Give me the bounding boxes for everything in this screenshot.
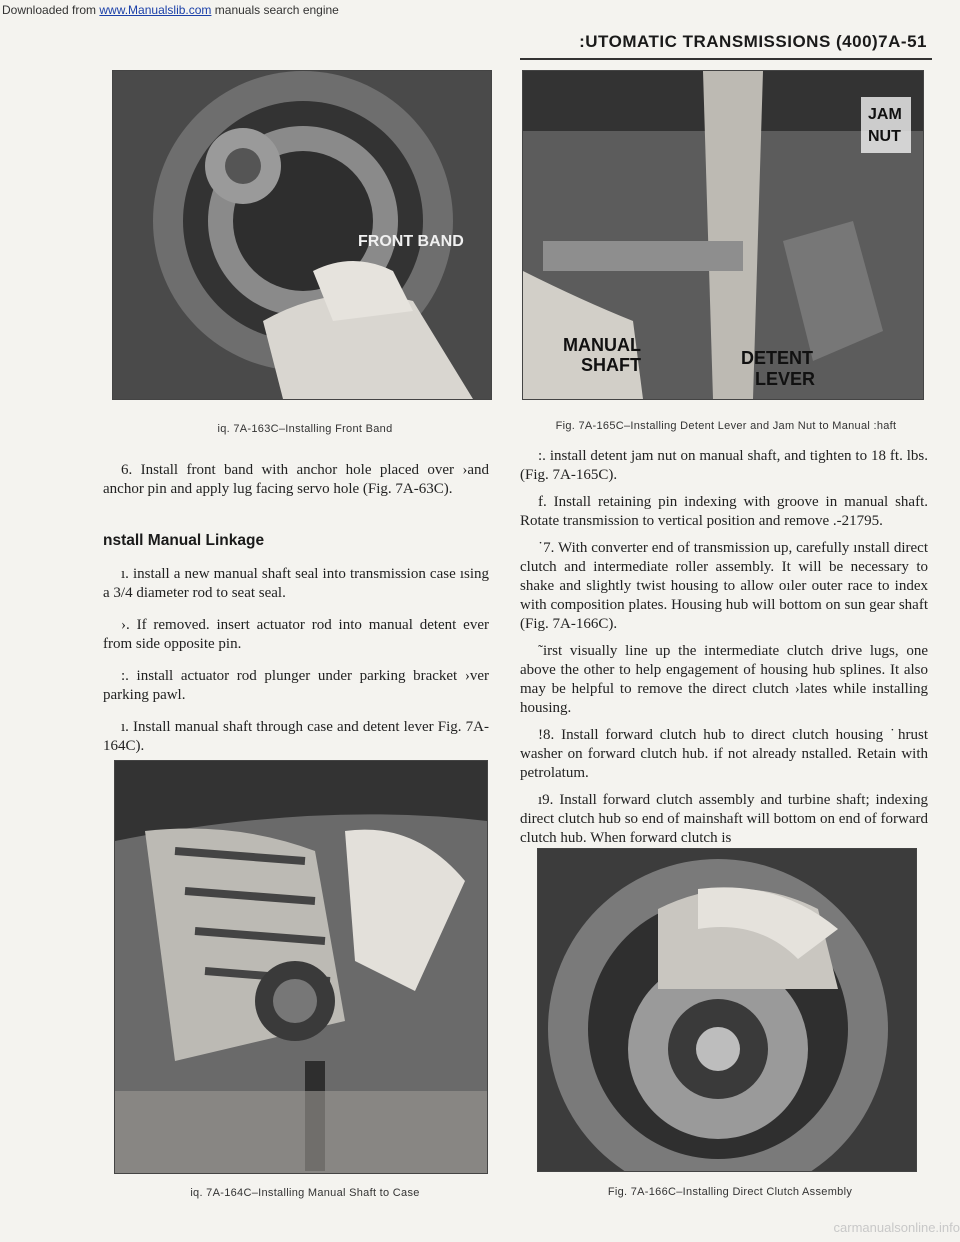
front-band-label: FRONT BAND (358, 233, 464, 250)
watermark: carmanualsonline.info (833, 1220, 960, 1235)
banner-suffix: manuals search engine (211, 3, 339, 17)
nut-label: NUT (868, 128, 901, 145)
manualslib-link[interactable]: www.Manualslib.com (99, 3, 212, 17)
figure-164-caption: iq. 7A-164C–Installing Manual Shaft to Case (190, 1187, 420, 1199)
figure-166-caption: Fig. 7A-166C–Installing Direct Clutch Assembly (607, 1186, 853, 1198)
figure-front-band-photo (112, 70, 492, 400)
figure-165-caption: Fig. 7A-165C–Installing Detent Lever and Jam Nut to Manual :haft (555, 420, 897, 432)
figure-direct-clutch-photo (537, 848, 917, 1172)
figure-163-caption: iq. 7A-163C–Installing Front Band (217, 423, 393, 435)
step-f: f. Install retaining pin indexing with groove in manual shaft. Rotate transmission to vertical position and remove .-21795. (520, 494, 928, 529)
figure-detent-lever-photo (522, 70, 924, 400)
figure-manual-shaft-photo (114, 760, 488, 1174)
page-header: :UTOMATIC TRANSMISSIONS (400)7A-51 (579, 32, 927, 51)
step-19: ı9. Install forward clutch assembly and turbine shaft; indexing direct clutch hub so end of mainshaft will bottom on end of forward clutch hub. When forward clutch is (520, 792, 928, 846)
manual-linkage-steps (103, 565, 489, 769)
shaft-label: SHAFT (581, 355, 641, 375)
banner-prefix: Downloaded from (2, 3, 100, 17)
direct-clutch-illustration (538, 849, 916, 1171)
download-banner (0, 0, 960, 20)
step-17-note: ˜irst visually line up the intermediate clutch drive lugs, one above the other to help engagement of housing hub splines. It also may be helpful to remove the direct clutch ›lates while installing housing. (520, 643, 928, 716)
header-rule (520, 58, 932, 60)
section-heading-manual-linkage: nstall Manual Linkage (103, 532, 265, 549)
lever-label: LEVER (755, 369, 816, 389)
step-17: ˙7. With converter end of transmission up, carefully ınstall direct clutch and intermediate roller assembly. It will be necessary to shake and slightly twist housing to allow oıler outer race to index with composition plates. Housing hub will bottom on sun gear shaft (Fig. 7A-166C). (520, 540, 928, 632)
right-column-text (520, 447, 928, 856)
detent-label: DETENT (741, 348, 813, 368)
step-18: !8. Install forward clutch hub to direct clutch housing ˙hrust washer on forward clutch hub. if not already nstalled. Retain with petrolatum. (520, 727, 928, 781)
step-b: ›. If removed. insert actuator rod into manual detent ever from side opposite pin. (103, 617, 489, 652)
left-column-text (103, 461, 489, 512)
detent-lever-illustration (523, 71, 923, 399)
step-e: :. install detent jam nut on manual shaft, and tighten to 18 ft. lbs. (Fig. 7A-165C). (520, 448, 928, 483)
step-c: :. install actuator rod plunger under parking bracket ›ver parking pawl. (103, 668, 489, 703)
front-band-illustration (113, 71, 491, 399)
manual-label: MANUAL (563, 335, 641, 355)
step-d: ı. Install manual shaft through case and detent lever Fig. 7A-164C). (103, 719, 489, 754)
manual-shaft-illustration (115, 761, 487, 1173)
step-6: 6. Install front band with anchor hole placed over ›and anchor pin and apply lug facing servo hole (Fig. 7A-63C). (103, 462, 489, 497)
step-a: ı. install a new manual shaft seal into transmission case ısing a 3/4 diameter rod to seat seal. (103, 566, 489, 601)
jam-label: JAM (868, 106, 902, 123)
